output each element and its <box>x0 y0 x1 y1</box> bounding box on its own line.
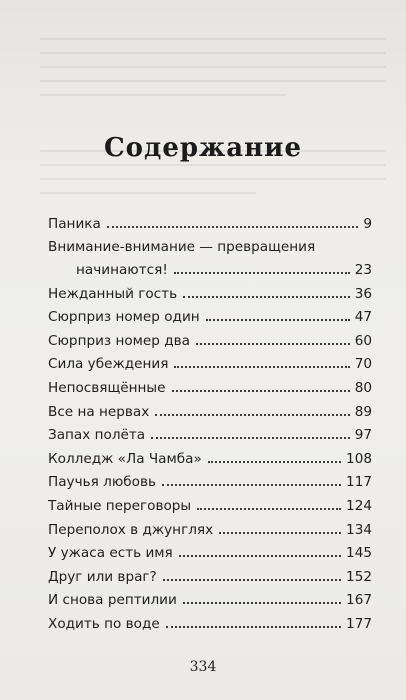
dot-leader <box>166 625 341 628</box>
toc-entry[interactable] <box>48 306 372 330</box>
toc-entry-page: 89 <box>354 403 372 420</box>
dot-leader <box>162 483 341 486</box>
page-number: 334 <box>189 659 217 675</box>
toc-entry-page: 117 <box>346 474 372 491</box>
toc-entry-title: Внимание-внимание — превращения <box>48 239 316 255</box>
toc-entry-title: И снова рептилии <box>48 592 177 609</box>
dot-leader <box>179 554 341 557</box>
toc-entry[interactable] <box>48 519 372 543</box>
toc-entry[interactable] <box>48 613 372 637</box>
dot-leader <box>183 295 350 298</box>
table-of-contents <box>48 213 372 637</box>
dot-leader <box>163 578 341 581</box>
toc-entry-page: 167 <box>346 592 372 609</box>
toc-entry[interactable] <box>48 589 372 613</box>
toc-entry-page: 124 <box>346 497 372 514</box>
page-title: Содержание <box>103 133 303 164</box>
toc-entry[interactable] <box>48 471 372 495</box>
toc-entry-title: Паника <box>48 216 101 232</box>
dot-leader <box>155 413 349 416</box>
toc-entry-title: Друг или враг? <box>48 568 157 585</box>
toc-entry[interactable] <box>48 566 372 590</box>
toc-entry-title: Тайные переговоры <box>48 497 192 514</box>
toc-entry-page: 97 <box>354 427 372 444</box>
dot-leader <box>206 318 350 321</box>
toc-entry-title: Сюрприз номер два <box>48 332 190 349</box>
toc-entry-page: 177 <box>346 615 372 632</box>
toc-entry-title: Запах полёта <box>48 427 146 444</box>
toc-entry[interactable] <box>48 377 372 401</box>
toc-entry[interactable] <box>48 353 372 377</box>
dot-leader <box>107 225 359 228</box>
bleed-through-line <box>40 192 256 194</box>
toc-entry[interactable] <box>48 448 372 472</box>
toc-entry-title: Сила убеждения <box>48 356 169 373</box>
bleed-through-line <box>40 52 386 54</box>
bleed-through-line <box>40 164 386 166</box>
toc-entry[interactable] <box>48 330 372 354</box>
toc-entry[interactable] <box>48 424 372 448</box>
dot-leader <box>183 601 341 604</box>
toc-entry-title: Ходить по воде <box>48 615 160 632</box>
toc-entry[interactable] <box>48 236 372 259</box>
toc-entry-page: 36 <box>354 285 372 302</box>
dot-leader <box>151 436 350 439</box>
toc-entry-title: Непосвящённые <box>48 379 166 396</box>
toc-entry[interactable] <box>48 401 372 425</box>
toc-entry-page: 70 <box>354 356 372 373</box>
toc-entry-page: 152 <box>346 568 372 585</box>
toc-entry-page: 23 <box>354 262 372 278</box>
toc-entry-title: Переполох в джунглях <box>48 521 214 538</box>
toc-entry-title: Нежданный гость <box>48 285 178 302</box>
toc-entry-page: 47 <box>354 309 372 326</box>
bleed-through-line <box>40 38 386 40</box>
toc-entry-page: 108 <box>346 450 372 467</box>
dot-leader <box>196 342 350 345</box>
bleed-through-line <box>40 178 386 180</box>
toc-entry-page: 60 <box>354 332 372 349</box>
toc-entry[interactable] <box>48 495 372 519</box>
dot-leader <box>174 271 350 274</box>
toc-entry-title: Колледж «Ла Чамба» <box>48 450 202 467</box>
toc-entry[interactable] <box>48 213 372 236</box>
toc-entry-page: 134 <box>346 521 372 538</box>
toc-entry-title: У ужаса есть имя <box>48 545 173 562</box>
dot-leader <box>174 365 349 368</box>
dot-leader <box>197 507 341 510</box>
toc-entry-continuation[interactable] <box>48 259 372 283</box>
toc-entry-title: Все на нервах <box>48 403 150 420</box>
toc-entry-page: 145 <box>346 545 372 562</box>
bleed-through-line <box>40 66 386 68</box>
toc-entry-title: Паучья любовь <box>48 474 156 491</box>
dot-leader <box>208 460 341 463</box>
bleed-through-line <box>40 80 386 82</box>
toc-entry-page: 80 <box>354 379 372 396</box>
toc-entry-title: начинаются! <box>76 262 168 278</box>
toc-entry-page: 9 <box>363 216 372 232</box>
toc-entry[interactable] <box>48 542 372 566</box>
dot-leader <box>172 389 350 392</box>
dot-leader <box>219 531 341 534</box>
bleed-through-line <box>40 94 286 96</box>
toc-entry[interactable] <box>48 283 372 307</box>
toc-entry-title: Сюрприз номер один <box>48 309 200 326</box>
